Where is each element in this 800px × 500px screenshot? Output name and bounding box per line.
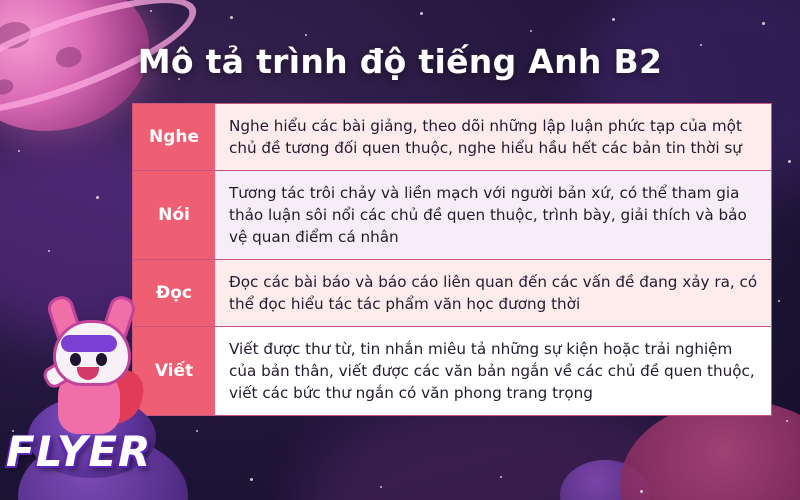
table-row — [133, 104, 771, 171]
skill-label-noi: Nói — [133, 171, 215, 259]
mascot-visor — [61, 335, 117, 352]
page-title: Mô tả trình độ tiếng Anh B2 — [137, 42, 663, 81]
table-row — [133, 327, 771, 415]
mascot-eye-left — [70, 353, 81, 366]
skill-label-viet: Viết — [133, 327, 215, 415]
skill-description-nghe: Nghe hiểu các bài giảng, theo dõi những lập luận phức tạp của một chủ đề tương đối quen thuộc, nghe hiểu hầu hết các bản tin thời sự — [215, 104, 771, 170]
skill-label-nghe: Nghe — [133, 104, 215, 170]
skill-description-viet: Viết được thư từ, tin nhắn miêu tả những sự kiện hoặc trải nghiệm của bản thân, viết được các văn bản ngắn về các chủ đề quen thuộc, viết các bức thư ngắn có văn phong trang trọng — [215, 327, 771, 415]
skills-table — [132, 103, 772, 416]
flyer-logo: FLYER — [6, 427, 152, 476]
skill-description-noi: Tương tác trôi chảy và liền mạch với người bản xứ, có thể tham gia thảo luận sôi nổi các chủ đề quen thuộc, trình bày, giải thích và bảo vệ quan điểm cá nhân — [215, 171, 771, 259]
skill-label-doc: Đọc — [133, 260, 215, 326]
table-row — [133, 171, 771, 260]
mascot-eye-right — [96, 353, 107, 366]
table-row — [133, 260, 771, 327]
skill-description-doc: Đọc các bài báo và báo cáo liên quan đến các vấn đề đang xảy ra, có thể đọc hiểu tác tác phẩm văn học đương thời — [215, 260, 771, 326]
